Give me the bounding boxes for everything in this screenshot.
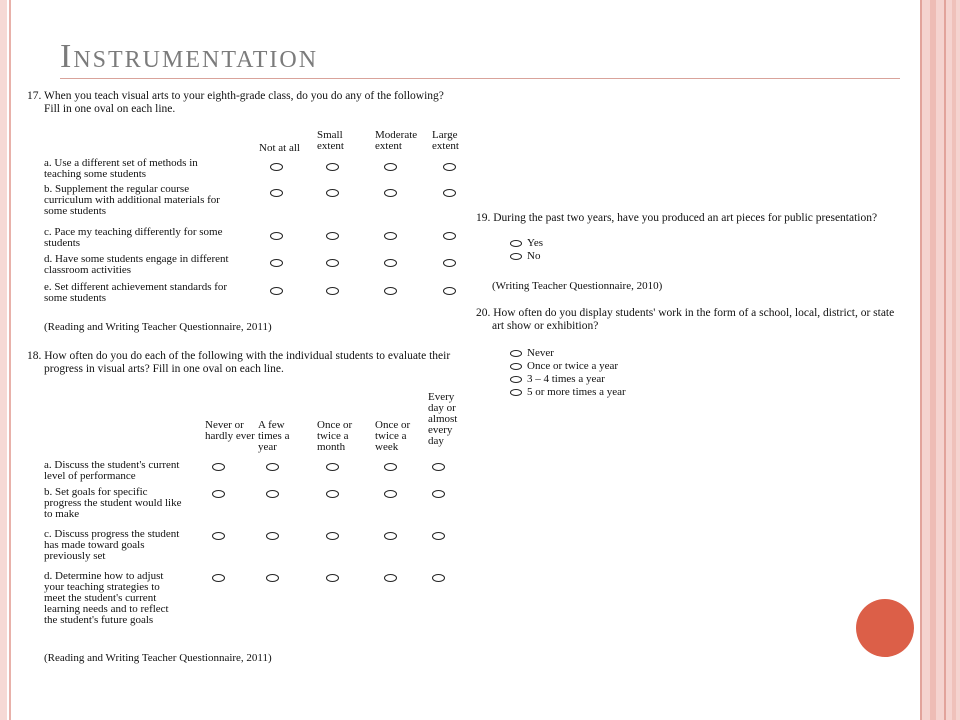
q20-option-5-more-label: 5 or more times a year	[527, 386, 626, 398]
q18-header-once-twice-week: Once or twice a week	[375, 419, 411, 453]
q19-option-yes-oval[interactable]	[510, 240, 522, 247]
q17-item-4-option-4-oval[interactable]	[443, 259, 456, 267]
q18-item-4-option-1-oval[interactable]	[212, 574, 225, 582]
q18-item-1-option-5-oval[interactable]	[432, 463, 445, 471]
q17-item-2-label-line-1: b. Supplement the regular course	[44, 183, 190, 195]
q19-option-no-oval[interactable]	[510, 253, 522, 260]
q17-item-2-option-1-oval[interactable]	[270, 189, 283, 197]
q18-item-4-label-line-3: meet the student's current	[44, 592, 157, 604]
q18-item-4-option-3-oval[interactable]	[326, 574, 339, 582]
q20-option-3-4-label: 3 – 4 times a year	[527, 373, 605, 385]
q18-item-1-label-line-1: a. Discuss the student's current	[44, 459, 180, 471]
q20-option-never-label: Never	[527, 347, 554, 359]
q17-source: (Reading and Writing Teacher Questionnaire, 2011)	[44, 321, 272, 333]
q20-option-5-more-oval[interactable]	[510, 389, 522, 396]
q17-item-3-option-2-oval[interactable]	[326, 232, 339, 240]
q17-item-4-label-line-2: classroom activities	[44, 264, 132, 276]
q17-item-5-option-2-oval[interactable]	[326, 287, 339, 295]
q17-header-small-extent: Small extent	[317, 129, 344, 152]
q20-option-never-oval[interactable]	[510, 350, 522, 357]
q18-item-3-label-line-2: has made toward goals	[44, 539, 145, 551]
q17-item-1-label-line-2: teaching some students	[44, 168, 147, 180]
q19-option-no-label: No	[527, 250, 541, 262]
q20-text-line1: 20. How often do you display students' work in the form of a school, local, district, or state	[476, 307, 895, 319]
q18-item-1-option-1-oval[interactable]	[212, 463, 225, 471]
q20-option-once-twice-oval[interactable]	[510, 363, 522, 370]
q18-item-3-option-2-oval[interactable]	[266, 532, 279, 540]
q18-item-3-option-3-oval[interactable]	[326, 532, 339, 540]
q18-item-4-label-line-2: your teaching strategies to	[44, 581, 160, 593]
q18-header-every-day: Every day or almost every day	[428, 391, 458, 447]
q17-item-3-option-3-oval[interactable]	[384, 232, 397, 240]
q20-text-line2: art show or exhibition?	[492, 320, 599, 332]
q18-header-never: Never or hardly ever	[205, 419, 255, 442]
q17-header-not-at-all: Not at all	[259, 142, 300, 154]
q17-item-1-option-2-oval[interactable]	[326, 163, 339, 171]
q18-item-3-option-5-oval[interactable]	[432, 532, 445, 540]
q18-item-2-option-2-oval[interactable]	[266, 490, 279, 498]
q17-item-2-option-4-oval[interactable]	[443, 189, 456, 197]
q18-item-3-label-line-3: previously set	[44, 550, 106, 562]
q18-item-2-option-4-oval[interactable]	[384, 490, 397, 498]
q18-item-4-label-line-5: the student's future goals	[44, 614, 154, 626]
q17-item-5-label-line-1: e. Set different achievement standards for	[44, 281, 228, 293]
q17-item-2-label-line-3: some students	[44, 205, 107, 217]
q17-item-5-option-4-oval[interactable]	[443, 287, 456, 295]
q18-item-1-option-4-oval[interactable]	[384, 463, 397, 471]
q17-item-4-option-2-oval[interactable]	[326, 259, 339, 267]
q17-item-5-option-3-oval[interactable]	[384, 287, 397, 295]
q17-item-4-option-1-oval[interactable]	[270, 259, 283, 267]
left-frame-band	[0, 0, 7, 720]
q18-item-3-label-line-1: c. Discuss progress the student	[44, 528, 180, 540]
q17-item-3-label-line-2: students	[44, 237, 81, 249]
q17-item-2-option-3-oval[interactable]	[384, 189, 397, 197]
q18-item-1-option-3-oval[interactable]	[326, 463, 339, 471]
q18-item-1-label-line-2: level of performance	[44, 470, 136, 482]
q18-text-line1: 18. How often do you do each of the following with the individual students to evaluate their	[27, 350, 451, 362]
q17-header-moderate-extent: Moderate extent	[375, 129, 418, 152]
q18-item-4-option-5-oval[interactable]	[432, 574, 445, 582]
q18-item-2-option-5-oval[interactable]	[432, 490, 445, 498]
q17-item-1-option-1-oval[interactable]	[270, 163, 283, 171]
left-frame-line	[9, 0, 11, 720]
q19-option-yes-label: Yes	[527, 237, 544, 249]
q17-text-line1: 17. When you teach visual arts to your eighth-grade class, do you do any of the following?	[27, 90, 444, 102]
q17-item-5-label-line-2: some students	[44, 292, 107, 304]
q17-item-3-option-1-oval[interactable]	[270, 232, 283, 240]
q18-header-few-times-year: A few times a year	[258, 419, 290, 453]
right-frame-bands	[920, 0, 960, 720]
q17-item-3-label-line-1: c. Pace my teaching differently for some	[44, 226, 223, 238]
q18-item-2-option-3-oval[interactable]	[326, 490, 339, 498]
q18-header-once-twice-month: Once or twice a month	[317, 419, 353, 453]
q17-header-large-extent: Large extent	[432, 129, 459, 152]
q18-item-2-label-line-2: progress the student would like	[44, 497, 182, 509]
q17-item-2-label-line-2: curriculum with additional materials for	[44, 194, 220, 206]
q17-item-5-option-1-oval[interactable]	[270, 287, 283, 295]
title-underline	[60, 78, 900, 79]
q17-item-4-label-line-1: d. Have some students engage in different	[44, 253, 229, 265]
q18-item-2-option-1-oval[interactable]	[212, 490, 225, 498]
q17-text-line2: Fill in one oval on each line.	[44, 103, 176, 115]
q17-item-4-option-3-oval[interactable]	[384, 259, 397, 267]
slide-title: Instrumentation	[60, 38, 319, 75]
q17-item-3-option-4-oval[interactable]	[443, 232, 456, 240]
q18-text-line2: progress in visual arts? Fill in one oval on each line.	[44, 363, 284, 375]
q18-item-4-label-line-4: learning needs and to reflect	[44, 603, 169, 615]
q18-item-4-label-line-1: d. Determine how to adjust	[44, 570, 164, 582]
accent-circle-button[interactable]	[856, 599, 914, 657]
q18-item-3-option-4-oval[interactable]	[384, 532, 397, 540]
q18-item-3-option-1-oval[interactable]	[212, 532, 225, 540]
q18-source: (Reading and Writing Teacher Questionnaire, 2011)	[44, 652, 272, 664]
q19-source: (Writing Teacher Questionnaire, 2010)	[492, 280, 663, 292]
q20-option-3-4-oval[interactable]	[510, 376, 522, 383]
q17-item-2-option-2-oval[interactable]	[326, 189, 339, 197]
q17-item-1-option-4-oval[interactable]	[443, 163, 456, 171]
q18-item-1-option-2-oval[interactable]	[266, 463, 279, 471]
q18-item-4-option-4-oval[interactable]	[384, 574, 397, 582]
q17-item-1-option-3-oval[interactable]	[384, 163, 397, 171]
q18-item-4-option-2-oval[interactable]	[266, 574, 279, 582]
q18-item-2-label-line-1: b. Set goals for specific	[44, 486, 148, 498]
q17-item-1-label-line-1: a. Use a different set of methods in	[44, 157, 198, 169]
q18-item-2-label-line-3: to make	[44, 508, 80, 520]
q20-option-once-twice-label: Once or twice a year	[527, 360, 619, 372]
q19-text-line1: 19. During the past two years, have you produced an art pieces for public presentation?	[476, 212, 878, 224]
